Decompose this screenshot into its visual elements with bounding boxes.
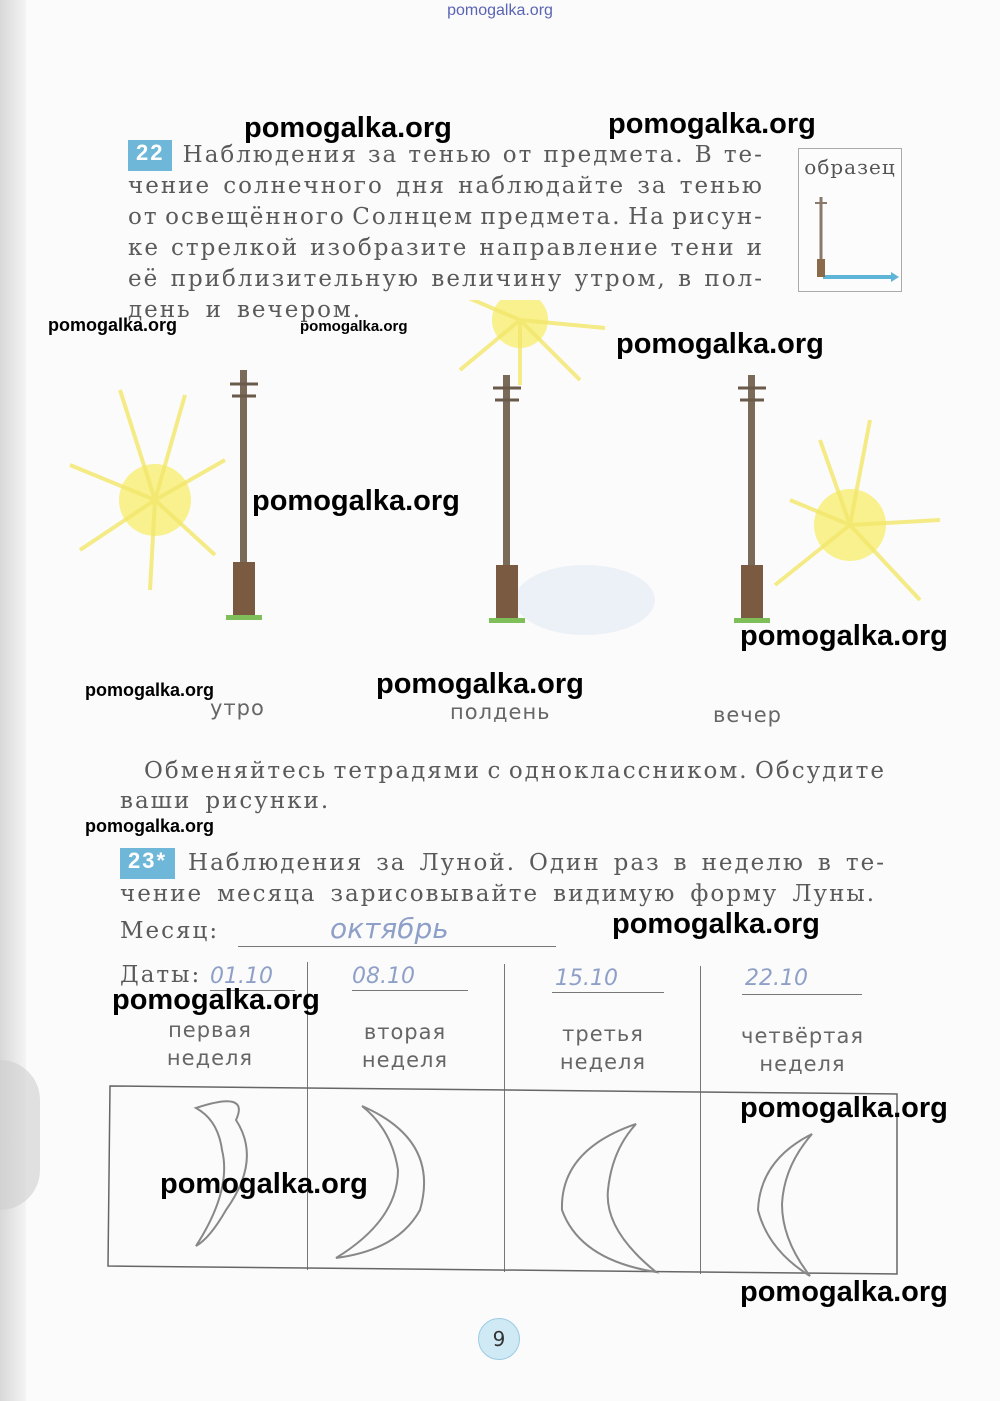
text-word: зарисовывайте bbox=[330, 881, 540, 907]
text-word: её bbox=[128, 266, 160, 292]
text-word: Луны. bbox=[792, 881, 877, 907]
text-word: предмета. bbox=[480, 204, 622, 230]
watermark-text: pomogalka.org bbox=[740, 1092, 948, 1124]
text-line bbox=[128, 202, 764, 233]
week-1-label bbox=[130, 1016, 290, 1072]
text-word: день bbox=[128, 297, 192, 323]
text-line bbox=[128, 233, 764, 264]
text-word: месяца bbox=[217, 881, 317, 907]
sample-label: образец bbox=[804, 155, 896, 179]
week-3-label bbox=[523, 1020, 683, 1076]
text-word: дня bbox=[395, 173, 446, 199]
text-line bbox=[128, 171, 764, 202]
text-word: за bbox=[637, 173, 668, 199]
text-word: тенью bbox=[408, 142, 493, 168]
text-word: за bbox=[376, 850, 407, 876]
task22-number-badge: 22 bbox=[128, 140, 172, 171]
text-word: и bbox=[746, 235, 764, 261]
text-word: чение bbox=[128, 173, 212, 199]
text-word: величину bbox=[431, 266, 564, 292]
month-underline bbox=[238, 946, 556, 947]
text-word: предмета. bbox=[543, 142, 685, 168]
date-week-2: 08.10 bbox=[352, 964, 415, 989]
week-2-line2: неделя bbox=[361, 1048, 449, 1072]
text-word: неделю bbox=[701, 850, 805, 876]
week-2-line1: вторая bbox=[363, 1020, 447, 1044]
watermark-text: pomogalka.org bbox=[48, 315, 178, 335]
top-site-link[interactable]: pomogalka.org bbox=[447, 2, 553, 19]
watermark-text: pomogalka.org bbox=[85, 680, 215, 700]
text-word: направление bbox=[479, 235, 660, 261]
text-word: На bbox=[628, 204, 666, 230]
text-word: освещённого bbox=[165, 204, 346, 230]
text-word: тени bbox=[670, 235, 736, 261]
text-word: Обсудите bbox=[755, 758, 886, 784]
evening-sun bbox=[775, 420, 940, 600]
page-number: 9 bbox=[478, 1318, 520, 1360]
watermark-text: pomogalka.org bbox=[85, 816, 215, 836]
text-word: Один bbox=[529, 850, 601, 876]
text-word: тенью bbox=[679, 173, 764, 199]
pole-evening bbox=[734, 375, 770, 623]
text-word: с bbox=[487, 758, 503, 784]
text-word: ваши bbox=[120, 788, 192, 814]
date-underline-4 bbox=[742, 994, 862, 995]
text-line bbox=[120, 848, 886, 879]
text-word: в bbox=[817, 850, 833, 876]
week-3-line1: третья bbox=[562, 1022, 644, 1046]
text-word: вечером. bbox=[236, 297, 363, 323]
text-word: в bbox=[678, 266, 694, 292]
watermark-text: pomogalka.org bbox=[252, 485, 460, 517]
watermark-text: pomogalka.org bbox=[160, 1168, 368, 1200]
watermark-text: pomogalka.org bbox=[740, 620, 948, 652]
text-word: те- bbox=[723, 142, 764, 168]
watermark-text: pomogalka.org bbox=[244, 112, 452, 144]
month-label: Месяц: bbox=[120, 918, 220, 944]
task22-text bbox=[128, 140, 764, 326]
noon-shadow-smudge bbox=[515, 565, 655, 635]
text-word: утром, bbox=[574, 266, 667, 292]
watermark-text: pomogalka.org bbox=[616, 328, 824, 360]
text-line bbox=[120, 756, 886, 786]
text-word: от bbox=[502, 142, 534, 168]
text-word: от bbox=[128, 204, 159, 230]
text-word: рисунки. bbox=[205, 788, 331, 814]
task23-number-badge: 23* bbox=[120, 848, 175, 879]
watermark-text: pomogalka.org bbox=[608, 108, 816, 140]
watermark-text: pomogalka.org bbox=[740, 1276, 948, 1308]
watermark-text: pomogalka.org bbox=[612, 908, 820, 940]
text-word: в bbox=[673, 850, 689, 876]
text-word: изобразите bbox=[310, 235, 469, 261]
watermark-text: pomogalka.org bbox=[300, 318, 408, 335]
text-word: ке bbox=[128, 235, 160, 261]
text-word: стрелкой bbox=[171, 235, 300, 261]
week-3-line2: неделя bbox=[559, 1050, 647, 1074]
date-underline-2 bbox=[352, 990, 468, 991]
week-4-line2: неделя bbox=[759, 1052, 846, 1076]
text-word: те- bbox=[845, 850, 886, 876]
sample-box bbox=[798, 148, 902, 292]
text-word: и bbox=[205, 297, 223, 323]
text-word: Луной. bbox=[419, 850, 517, 876]
week-2-label bbox=[325, 1018, 485, 1074]
text-word: форму bbox=[690, 881, 779, 907]
week-1-line1: первая bbox=[168, 1018, 252, 1042]
text-line bbox=[120, 786, 886, 816]
text-word: Обменяйтесь bbox=[144, 758, 328, 784]
text-word: за bbox=[368, 142, 399, 168]
text-word: пол- bbox=[704, 266, 764, 292]
text-word: солнечного bbox=[223, 173, 384, 199]
dates-label: Даты: bbox=[120, 962, 202, 988]
text-word: одноклассником. bbox=[508, 758, 749, 784]
morning-sun bbox=[70, 390, 225, 590]
week-4-label bbox=[715, 1022, 890, 1078]
text-line bbox=[128, 264, 764, 295]
thumb-shadow bbox=[0, 1060, 40, 1210]
noon-sun bbox=[450, 300, 605, 385]
text-word: Солнцем bbox=[352, 204, 474, 230]
text-word: приблизительную bbox=[170, 266, 421, 292]
week-4-line1: четвёртая bbox=[741, 1024, 864, 1048]
text-word: Наблюдения bbox=[182, 142, 358, 168]
watermark-text: pomogalka.org bbox=[112, 984, 320, 1016]
caption-evening: вечер bbox=[713, 703, 782, 727]
date-week-1: 01.10 bbox=[210, 964, 273, 989]
month-value: октябрь bbox=[330, 912, 449, 945]
pole-noon bbox=[489, 375, 525, 623]
date-week-3: 15.10 bbox=[555, 966, 618, 991]
date-week-4: 22.10 bbox=[745, 966, 808, 991]
caption-morning: утро bbox=[210, 696, 265, 720]
moon-week-4 bbox=[758, 1134, 812, 1276]
exchange-text bbox=[120, 756, 886, 816]
week-1-line2: неделя bbox=[166, 1046, 254, 1070]
text-word: видимую bbox=[553, 881, 677, 907]
text-word: В bbox=[694, 142, 714, 168]
text-word: чение bbox=[120, 881, 204, 907]
text-word: рисун- bbox=[672, 204, 764, 230]
moon-week-3 bbox=[562, 1124, 656, 1272]
text-word: наблюдайте bbox=[458, 173, 626, 199]
caption-noon: полдень bbox=[450, 700, 551, 724]
task23-text bbox=[120, 848, 886, 910]
sample-pole-shadow-figure bbox=[799, 149, 901, 291]
date-underline-3 bbox=[552, 992, 664, 993]
watermark-text: pomogalka.org bbox=[376, 668, 584, 700]
text-line bbox=[120, 879, 886, 910]
text-word: тетрадями bbox=[333, 758, 481, 784]
text-word: Наблюдения bbox=[188, 850, 364, 876]
text-word: раз bbox=[613, 850, 661, 876]
